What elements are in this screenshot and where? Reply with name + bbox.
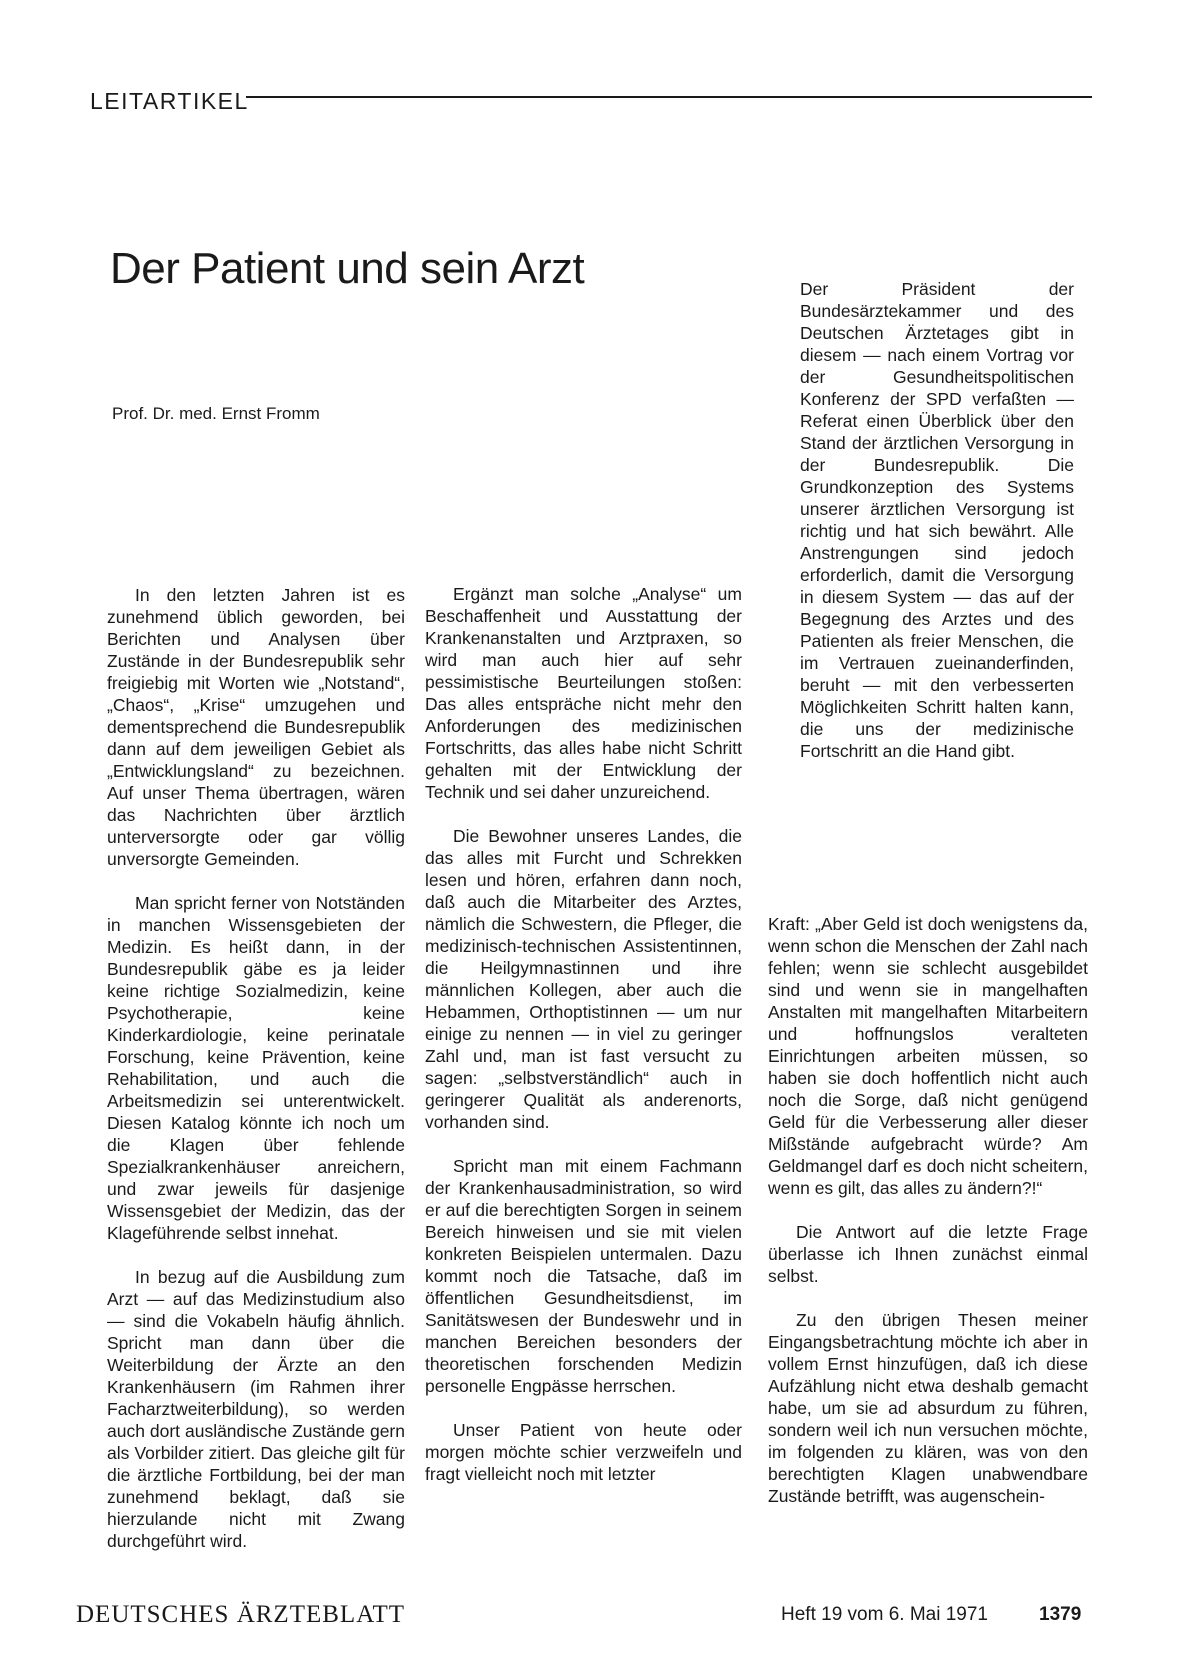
paragraph: Unser Patient von heute oder morgen möchte schier verzweifeln und fragt vielleicht noch mit letzter <box>425 1420 742 1484</box>
section-rule <box>246 96 1092 98</box>
paragraph: In den letzten Jahren ist es zunehmend üblich geworden, bei Berichten und Analysen über Zustände in der Bundesrepublik sehr freigiebig mit Worten wie „Notstand“, „Chaos“, „Krise“ umzugehen und dementsprechend die Bundesrepublik dann auf dem jeweiligen Gebiet als „Entwicklungsland“ zu bezeichnen. Auf unser Thema übertragen, wären das Nachrichten über ärztlich unterversorgte oder gar völlig unversorgte Gemeinden. <box>107 585 405 869</box>
text-column-3 <box>768 913 1088 1529</box>
page-number: 1379 <box>1039 1604 1082 1625</box>
text-column-1 <box>107 584 405 1574</box>
article-author: Prof. Dr. med. Ernst Fromm <box>112 404 320 423</box>
issue-info: Heft 19 vom 6. Mai 1971 <box>781 1604 988 1625</box>
paragraph: Zu den übrigen Thesen meiner Eingangsbetrachtung möchte ich aber in vollem Ernst hinzufügen, daß ich diese Aufzählung nicht etwa deshalb gemacht habe, um sie ad absurdum zu führen, sondern weil ich nun versuchen möchte, im folgenden zu klären, was von den berechtigten Klagen unabwendbare Zustände betrifft, was augenschein- <box>768 1310 1088 1506</box>
journal-name: DEUTSCHES ÄRZTEBLATT <box>76 1601 406 1628</box>
paragraph: Kraft: „Aber Geld ist doch wenigstens da, wenn schon die Menschen der Zahl nach fehlen; wenn sie schlecht ausgebildet sind und wenn sie in mangelhaften Anstalten mit mangelhaften Mitarbeitern und hoffnungslos veralteten Einrichtungen arbeiten müssen, so haben sie doch hoffentlich nicht auch noch die Sorge, daß nicht genügend Geld für die Verbesserung aller dieser Mißstände aufgebracht würde? Am Geldmangel darf es doch nicht scheitern, wenn es gilt, das alles zu ändern?!“ <box>768 914 1088 1198</box>
paragraph: Ergänzt man solche „Analyse“ um Beschaffenheit und Ausstattung der Krankenanstalten und Arztpraxen, so wird man auch hier auf sehr pessimistische Beurteilungen stoßen: Das alles entspräche nicht mehr den Anforderungen des medizinischen Fortschritts, das alles habe nicht Schritt gehalten mit der Entwicklung der Technik und sei daher unzureichend. <box>425 584 742 802</box>
paragraph: In bezug auf die Ausbildung zum Arzt — auf das Medizinstudium also — sind die Vokabeln häufig ähnlich. Spricht man dann über die Weiterbildung der Ärzte an den Krankenhäusern (im Rahmen ihrer Facharztweiterbildung), so werden auch dort ausländische Zustände gern als Vorbilder zitiert. Das gleiche gilt für die ärztliche Fortbildung, bei der man zunehmend beklagt, daß sie hierzulande nicht mit Zwang durchgeführt wird. <box>107 1267 405 1551</box>
paragraph: Spricht man mit einem Fachmann der Krankenhausadministration, so wird er auf die berechtigten Sorgen in seinem Bereich hinweisen und sie mit vielen konkreten Beispielen untermalen. Dazu kommt noch die Tatsache, daß im öffentlichen Gesundheitsdienst, im Sanitätswesen der Bundeswehr und in manchen Bereichen besonders der theoretischen forschenden Medizin personelle Engpässe herrschen. <box>425 1156 742 1396</box>
paragraph: Die Bewohner unseres Landes, die das alles mit Furcht und Schrekken lesen und hören, erfahren dann noch, daß auch die Mitarbeiter des Arztes, nämlich die Schwestern, die Pfleger, die medizinisch-technischen Assistentinnen, die Heilgymnastinnen und ihre männlichen Kollegen, aber auch die Hebammen, Orthoptistinnen — um nur einige zu nennen — in viel zu geringer Zahl und, man ist fast versucht zu sagen: „selbstverständlich“ auch in geringerer Qualität als anderenorts, vorhanden sind. <box>425 826 742 1132</box>
section-label: LEITARTIKEL <box>90 88 249 114</box>
article-title: Der Patient und sein Arzt <box>110 244 585 293</box>
paragraph: Die Antwort auf die letzte Frage überlasse ich Ihnen zunächst einmal selbst. <box>768 1222 1088 1286</box>
article-intro: Der Präsident der Bundesärztekammer und des Deutschen Ärztetages gibt in diesem — nach einem Vortrag vor der Gesundheitspolitischen Konferenz der SPD verfaßten — Referat einen Überblick über den Stand der ärztlichen Versorgung in der Bundesrepublik. Die Grundkonzeption des Systems unserer ärztlichen Versorgung ist richtig und hat sich bewährt. Alle Anstrengungen sind jedoch erforderlich, damit die Versorgung in diesem System — das auf der Begegnung des Arztes und des Patienten als freier Menschen, die im Vertrauen zueinanderfinden, beruht — mit den verbesserten Möglichkeiten Schritt halten kann, die uns der medizinische Fortschritt an die Hand gibt. <box>800 279 1074 761</box>
text-column-2 <box>425 583 742 1507</box>
paragraph: Man spricht ferner von Notständen in manchen Wissensgebieten der Medizin. Es heißt dann, in der Bundesrepublik gäbe es ja leider keine richtige Sozialmedizin, keine Psychotherapie, keine Kinderkardiologie, keine perinatale Forschung, keine Prävention, keine Rehabilitation, und auch die Arbeitsmedizin sei unterentwickelt. Diesen Katalog könnte ich noch um die Klagen über fehlende Spezialkrankenhäuser anreichern, und zwar jeweils für dasjenige Wissensgebiet der Medizin, das der Klageführende selbst innehat. <box>107 893 405 1243</box>
